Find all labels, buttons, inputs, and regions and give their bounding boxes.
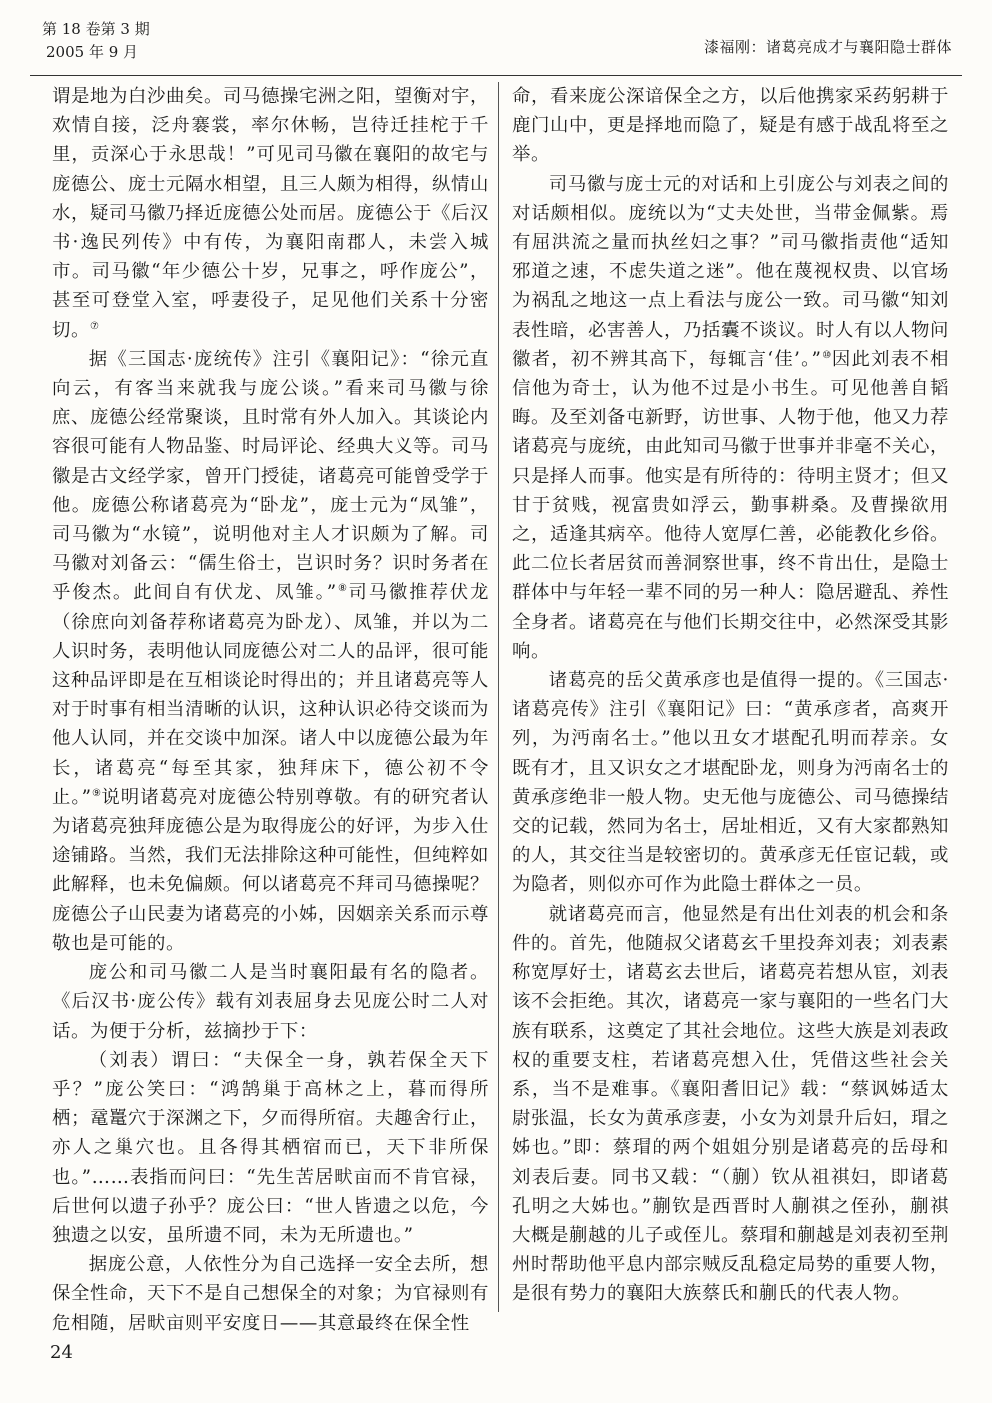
left-column xyxy=(52,82,490,1334)
journal-issue-info xyxy=(42,18,150,64)
column-divider xyxy=(498,82,499,1312)
paragraph xyxy=(52,82,489,345)
header-rule xyxy=(30,75,962,76)
paragraph: 就诸葛亮而言，他显然是有出仕刘表的机会和条件的。首先，他随叔父诸葛玄千里投奔刘表；刘表素称宽厚好士，诸葛玄去世后，诸葛亮若想从宦，刘表该不会拒绝。其次，诸葛亮一家与襄阳的一些名门大族有联系，这奠定了其社会地位。这些大族是刘表政权的重要支柱，若诸葛亮想入仕，凭借这些社会关系，当不是难事。《襄阳耆旧记》载：“蔡讽姊适太尉张温，长女为黄承彦妻，小女为刘景升后妇，瑁之姊也。”即：蔡瑁的两个姐姐分别是诸葛亮的岳母和刘表后妻。同书又载：“（蒯）钦从祖祺妇，即诸葛孔明之大姊也。”蒯钦是西晋时人蒯祺之侄孙，蒯祺大概是蒯越的儿子或侄儿。蔡瑁和蒯越是刘表初至荆州时帮助他平息内部宗贼反乱稳定局势的重要人物，是很有势力的襄阳大族蔡氏和蒯氏的代表人物。 xyxy=(512,903,949,1305)
paragraph: 庞公和司马徽二人是当时襄阳最有名的隐者。《后汉书·庞公传》载有刘表屈身去见庞公时二人对话。为便于分析，兹摘抄于下： xyxy=(52,962,489,1042)
footnote-ref: ⑧ xyxy=(336,583,349,595)
paragraph-text: 谓是地为白沙曲矣。司马德操宅洲之阳，望衡对宇，欢情自接，泛舟褰裳，率尔休畅，岂待迁挂柁于千里，贡深心于永思哉！”可见司马徽在襄阳的故宅与庞德公、庞士元隔水相望，且三人颇为相得，纵情山水，疑司马徽乃择近庞德公处而居。庞德公于《后汉书·逸民列传》中有传，为襄阳南郡人，未尝入城市。司马徽“年少德公十岁，兄事之，呼作庞公”，甚至可登堂入室，呼妻役子，足见他们关系十分密切。 xyxy=(52,86,489,341)
paragraph xyxy=(512,170,949,666)
paragraph xyxy=(52,345,489,958)
paragraph-text: 司马徽推荐伏龙（徐庶向刘备荐称诸葛亮为卧龙）、凤雏，并以为二人识时务，表明他认同庞德公对二人的品评，很可能这种品评即是在互相谈论时得出的；并且诸葛亮等人对于时事有相当清晰的认识，这种认识必待交谈而为他人认同，并在交谈中加深。诸人中以庞德公最为年长，诸葛亮“每至其家，独拜床下，德公初不令止。” xyxy=(52,582,490,808)
journal-date: 2005 年 9 月 xyxy=(46,43,139,61)
footnote-ref: ⑦ xyxy=(89,320,99,332)
quotation-paragraph: （刘表）谓曰：“夫保全一身，孰若保全天下乎？”庞公笑曰：“鸿鹄巢于高林之上，暮而得所栖；鼋鼍穴于深渊之下，夕而得所宿。夫趣舍行止，亦人之巢穴也。且各得其栖宿而已，天下非所保也。”……表指而问曰：“先生苦居畎亩而不肯官禄，后世何以遗子孙乎？庞公曰：“世人皆遗之以危，今独遗之以安，虽所遗不同，未为无所遗也。” xyxy=(52,1049,489,1246)
footnote-ref: ⑨ xyxy=(91,787,102,799)
paragraph: 诸葛亮的岳父黄承彦也是值得一提的。《三国志·诸葛亮传》注引《襄阳记》曰：“黄承彦者，高爽开列，为沔南名士。”他以丑女才堪配孔明而荐亲。女既有才，且又识女之才堪配卧龙，则身为沔南名士的黄承彦绝非一般人物。史无他与庞德公、司马德操结交的记载，然同为名士，居址相近，又有大家都熟知的人，其交往当是较密切的。黄承彦无任宦记载，或为隐者，则似亦可作为此隐士群体之一员。 xyxy=(512,670,949,896)
paragraph-text: 因此刘表不相信他为奇士，认为他不过是小书生。可见他善自韬晦。及至刘备屯新野，访世事、人物于他，他又力荐诸葛亮与庞统，由此知司马徽于世事并非毫不关心，只是择人而事。他实是有所待的：待明主贤才；但又甘于贫贱，视富贵如浮云，勤事耕桑。及曹操欲用之，适逢其病卒。他待人宽厚仁善，必能教化乡俗。此二位长者居贫而善洞察世事，终不肯出仕，是隐士群体中与年轻一辈不同的另一种人：隐居避乱、养性全身者。诸葛亮在与他们长期交往中，必然深受其影响。 xyxy=(512,348,949,662)
running-title: 漆福刚：诸葛亮成才与襄阳隐士群体 xyxy=(703,38,952,56)
paragraph: 据庞公意，人依性分为自己选择一安全去所，想保全性命，天下不是自己想保全的对象；为官禄则有危相随，居畎亩则平安度日——其意最终在保全性 xyxy=(52,1254,489,1334)
page-number: 24 xyxy=(50,1342,73,1363)
paragraph-text: 据《三国志·庞统传》注引《襄阳记》：“徐元直向云，有客当来就我与庞公谈。”看来司马徽与徐庶、庞德公经常聚谈，且时常有外人加入。其谈论内容很可能有人物品鉴、时局评论、经典大义等。司马徽是古文经学家，曾开门授徒，诸葛亮可能曾受学于他。庞德公称诸葛亮为“卧龙”，庞士元为“凤雏”，司马徽为“水镜”，说明他对主人才识颇为了解。司马徽对刘备云：“儒生俗士，岂识时务？识时务者在乎俊杰。此间自有伏龙、凤雏。” xyxy=(52,348,489,604)
footnote-ref: ⑩ xyxy=(821,349,832,361)
journal-volume: 第 18 卷第 3 期 xyxy=(42,20,150,38)
paragraph-text: 司马徽与庞士元的对话和上引庞公与刘表之间的对话颇相似。庞统以为“丈夫处世，当带金佩紫。焉有屈洪流之量而执丝妇之事？”司马徽指责他“适知邪道之速，不虑失道之迷”。他在蔑视权贵、以官场为祸乱之地这一点上看法与庞公一致。司马徽“知刘表性暗，必害善人，乃括囊不谈议。时人有以人物问徽者，初不辨其高下，每辄言‘佳’。” xyxy=(512,173,949,370)
right-column xyxy=(512,82,949,1307)
paragraph-text: 说明诸葛亮对庞德公特别尊敬。有的研究者认为诸葛亮独拜庞德公是为取得庞公的好评，为步入仕途铺路。当然，我们无法排除这种可能性，但纯粹如此解释，也未免偏颇。何以诸葛亮不拜司马德操呢？庞德公子山民妻为诸葛亮的小姊，因姻亲关系而示尊敬也是可能的。 xyxy=(52,786,489,954)
paragraph: 命，看来庞公深谙保全之方，以后他携家采药躬耕于鹿门山中，更是择地而隐了，疑是有感于战乱将至之举。 xyxy=(512,86,949,166)
